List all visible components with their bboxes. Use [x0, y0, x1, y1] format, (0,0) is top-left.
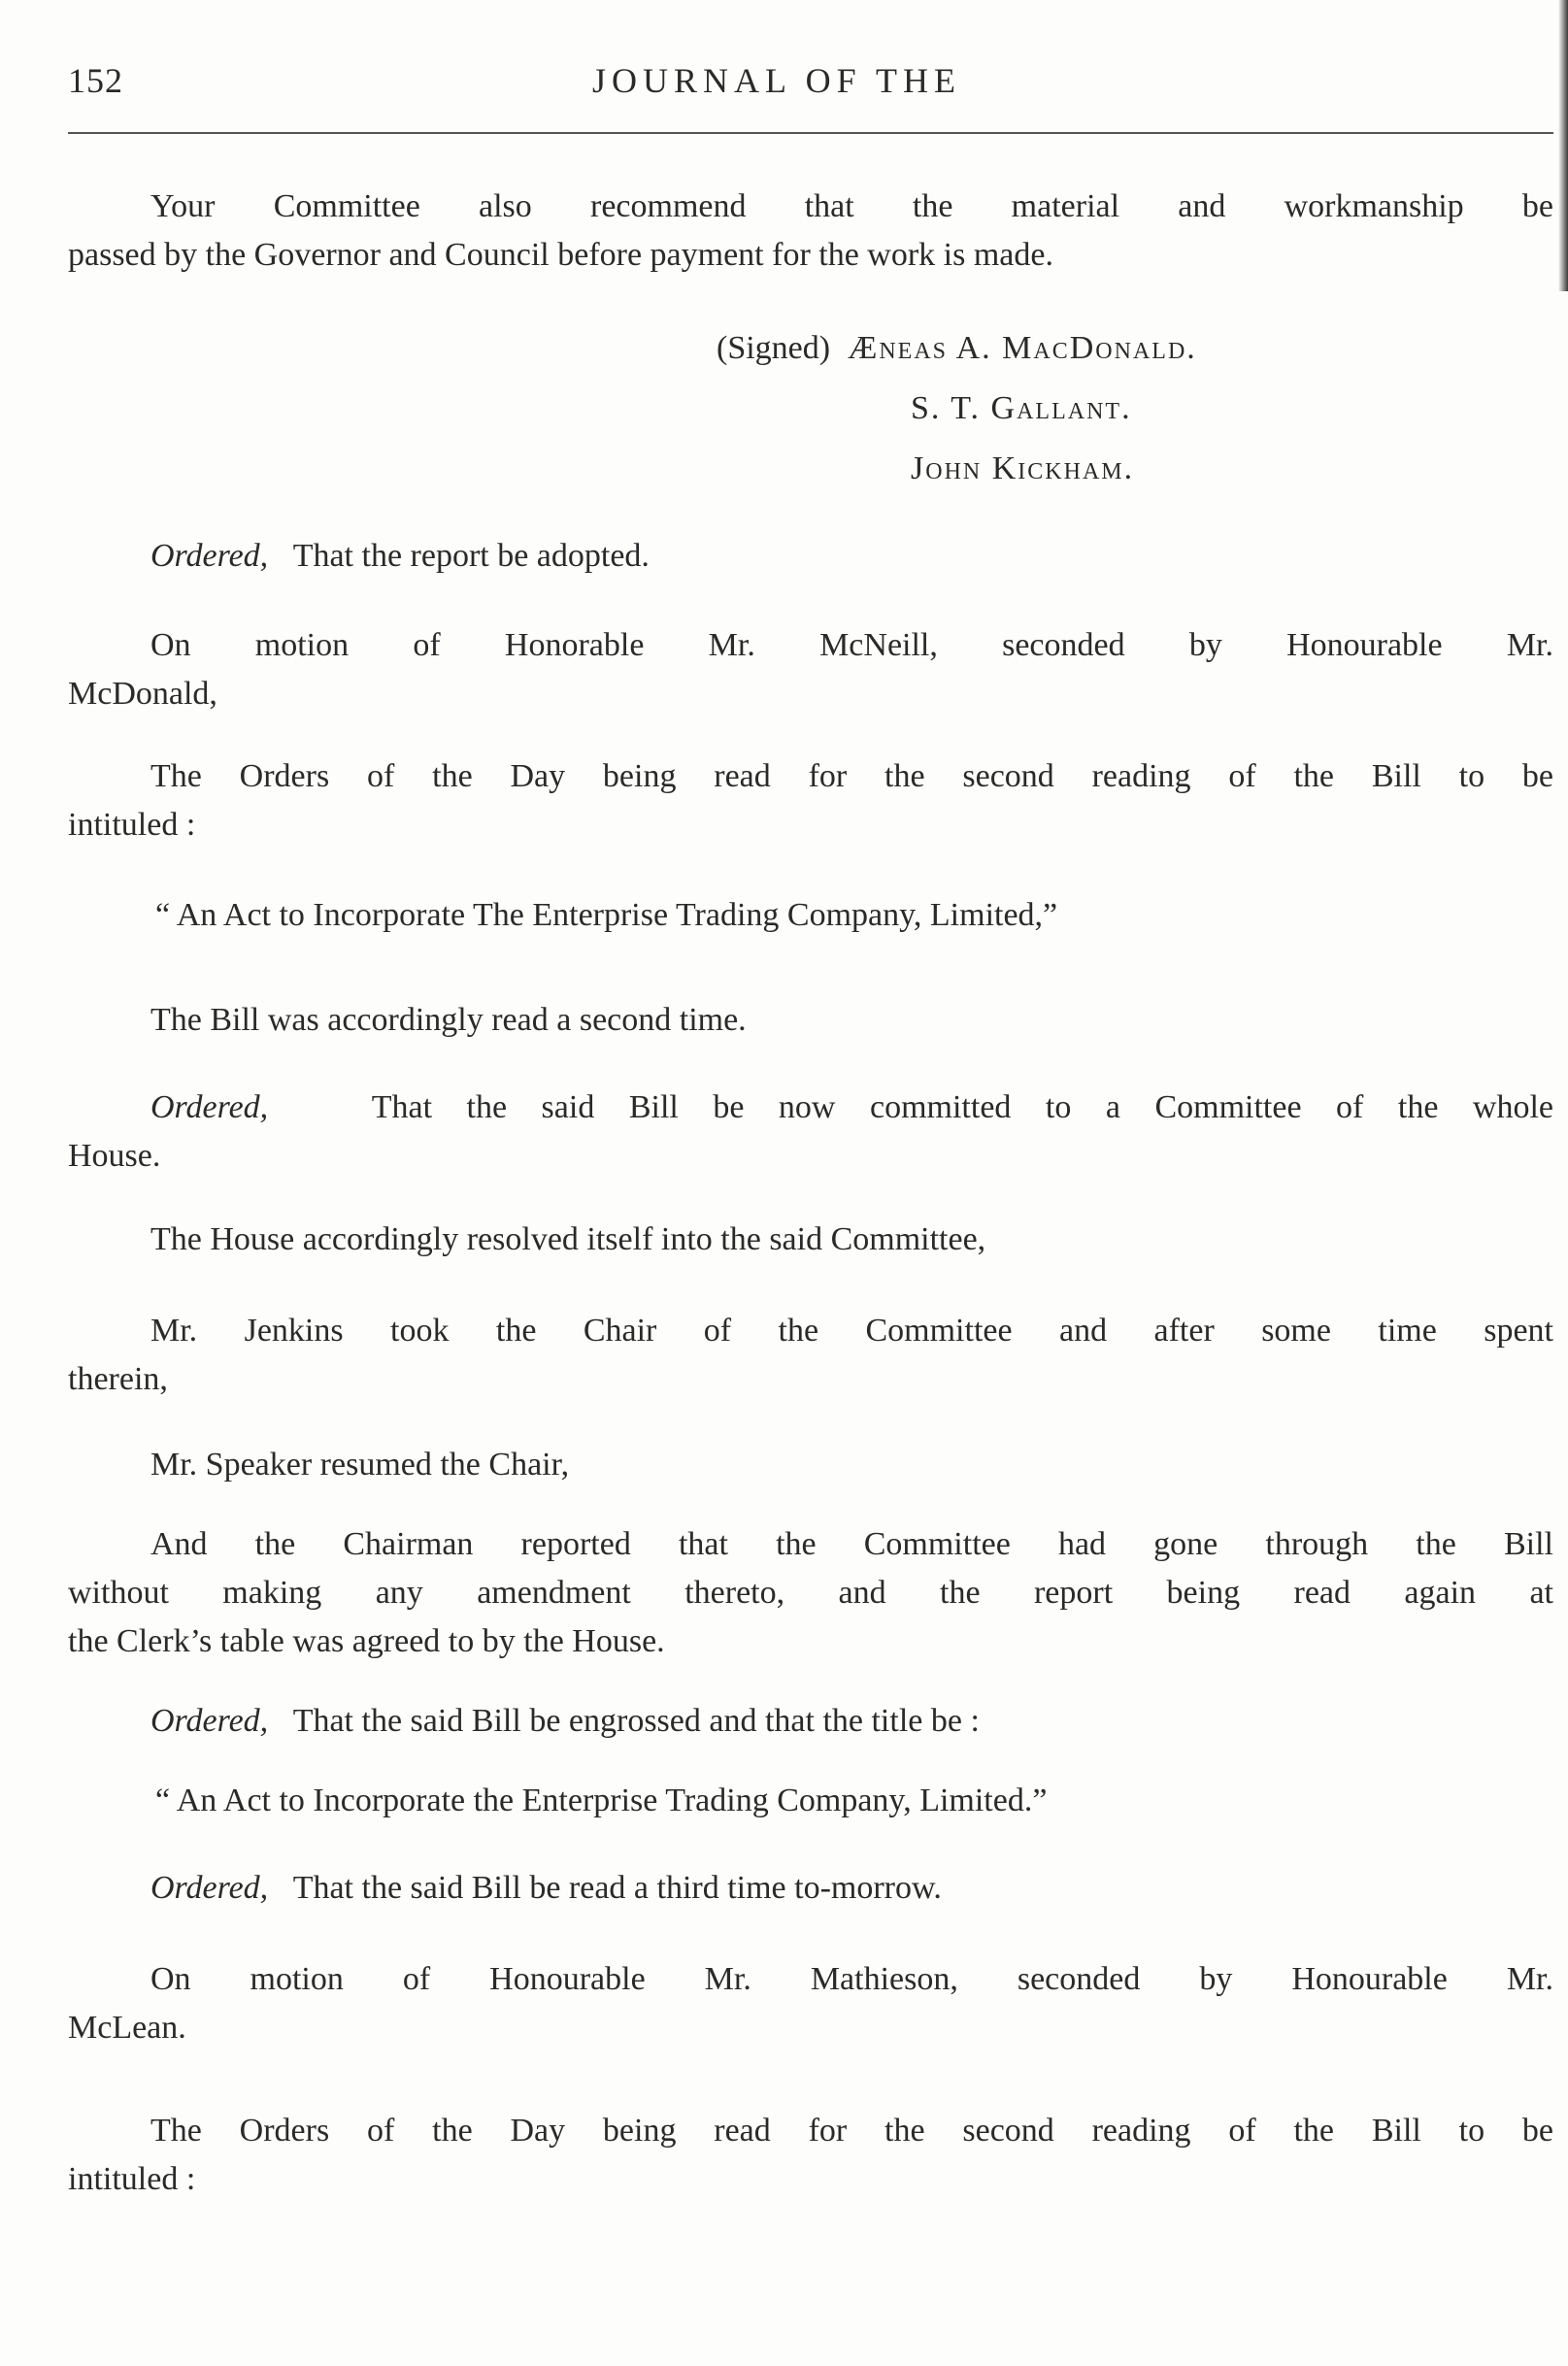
bill-read-second-time: The Bill was accordingly read a second time.: [150, 1002, 747, 1038]
ordered-text: That the said Bill be read a third time to-morrow.: [292, 1870, 942, 1906]
ordered-text: That the report be adopted.: [292, 538, 650, 574]
ordered-engrossed: [68, 1697, 1553, 1746]
ordered-label: Ordered,: [150, 1870, 269, 1906]
motion-2-line-1: On motion of Honourable Mr. Mathieson, seconded by Honourable Mr.: [150, 1961, 1553, 1997]
signed-label: (Signed): [717, 330, 831, 366]
signature-line-2: [911, 384, 1132, 433]
ordered-committed-line-2: House.: [68, 1138, 161, 1174]
page-edge-shadow: [1558, 0, 1568, 291]
ordered-text: That the said Bill be now committed to a Committee of the whole: [371, 1089, 1554, 1125]
orders-day-1-line-2: intituled :: [68, 807, 196, 843]
signature-line-3: [911, 445, 1134, 493]
orders-day-1-line-1: The Orders of the Day being read for the second reading of the Bill to be: [150, 758, 1553, 794]
committee-recommendation-line-1: Your Committee also recommend that the material and workmanship be: [150, 188, 1553, 224]
committee-recommendation-line-2: passed by the Governor and Council before payment for the work is made.: [68, 237, 1053, 273]
signature-line-1: [717, 324, 1197, 373]
ordered-label: Ordered,: [150, 1089, 269, 1125]
running-title: JOURNAL OF THE: [591, 61, 961, 100]
chairman-report-line-2: without making any amendment thereto, and the report being read again at: [68, 1575, 1553, 1611]
ordered-report-adopted: [68, 532, 1553, 581]
bill-title-quote-1: “ An Act to Incorporate The Enterprise Trading Company, Limited,”: [155, 897, 1058, 933]
motion-1-line-1: On motion of Honorable Mr. McNeill, seconded by Honourable Mr.: [150, 627, 1553, 663]
chairman-report-line-1: And the Chairman reported that the Committee had gone through the Bill: [150, 1526, 1553, 1562]
jenkins-chair-line-2: therein,: [68, 1361, 168, 1397]
jenkins-chair-line-1: Mr. Jenkins took the Chair of the Committee and after some time spent: [150, 1313, 1553, 1349]
ordered-text: That the said Bill be engrossed and that the title be :: [292, 1703, 980, 1739]
page-header: [68, 60, 1544, 109]
speaker-resumed: Mr. Speaker resumed the Chair,: [150, 1447, 570, 1483]
motion-1-line-2: McDonald,: [68, 676, 217, 712]
orders-day-2-line-2: intituled :: [68, 2161, 196, 2197]
signature-name: Æneas A. MacDonald.: [848, 330, 1197, 366]
header-rule: [68, 132, 1553, 134]
bill-title-quote-2: “ An Act to Incorporate the Enterprise Trading Company, Limited.”: [155, 1783, 1048, 1818]
ordered-committed-line-1: [68, 1083, 1553, 1132]
ordered-label: Ordered,: [150, 538, 269, 574]
orders-day-2-line-1: The Orders of the Day being read for the second reading of the Bill to be: [150, 2113, 1553, 2149]
signature-name: S. T. Gallant.: [911, 390, 1132, 426]
motion-2-line-2: McLean.: [68, 2010, 186, 2046]
page-number: 152: [68, 61, 123, 100]
ordered-label: Ordered,: [150, 1703, 269, 1739]
chairman-report-line-3: the Clerk’s table was agreed to by the House.: [68, 1623, 665, 1659]
signature-name: John Kickham.: [911, 450, 1135, 486]
ordered-third-reading: [68, 1864, 1553, 1913]
house-resolved: The House accordingly resolved itself into the said Committee,: [150, 1221, 986, 1257]
